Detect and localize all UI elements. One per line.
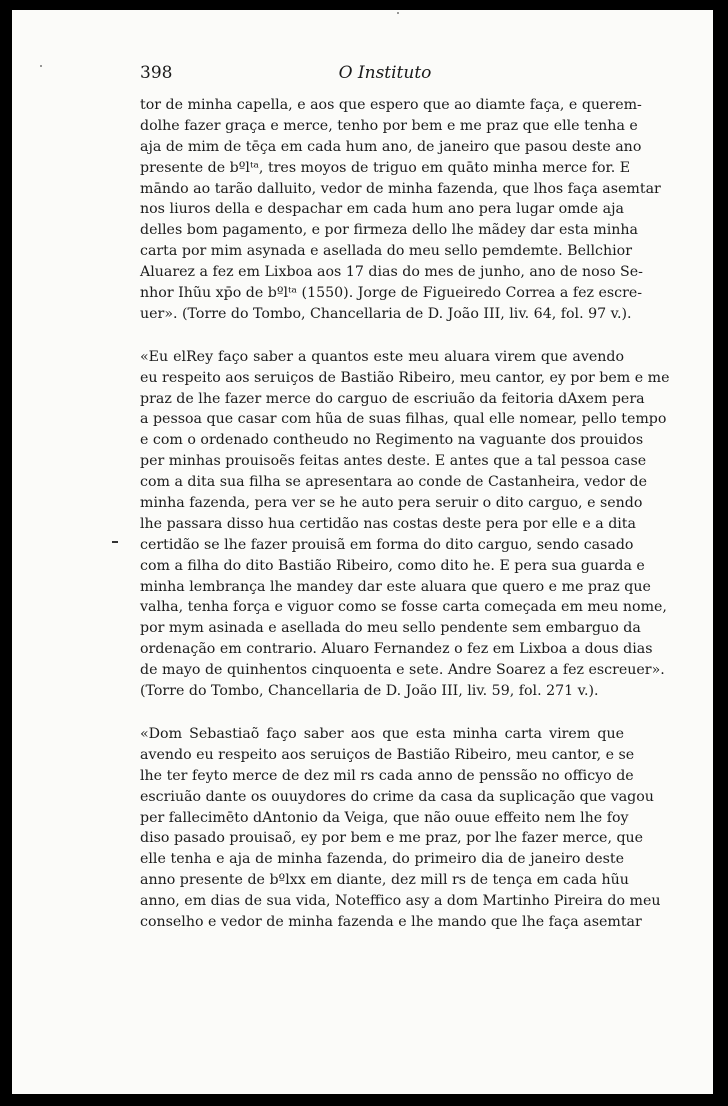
text-line: com a filha do dito Bastião Ribeiro, como dito he. E pera sua guarda e bbox=[140, 557, 645, 574]
text-line: presente de bºlᵗᵃ, tres moyos de triguo em quāto minha merce for. E bbox=[140, 159, 631, 176]
text-line: valha, tenha força e viguor como se fosse carta começada em meu nome, bbox=[140, 599, 667, 616]
text-line: avendo eu respeito aos seruiços de Bastião Ribeiro, meu cantor, e se bbox=[140, 746, 635, 763]
text-line: elle tenha e aja de minha fazenda, do primeiro dia de janeiro deste bbox=[140, 851, 624, 868]
text-line: por mym asinada e asellada do meu sello pendente sem embarguo da bbox=[140, 620, 641, 637]
text-line: minha lembrança lhe mandey dar este aluara que quero e me praz que bbox=[140, 578, 651, 595]
text-line: nos liuros della e despachar em cada hum ano pera lugar omde aja bbox=[140, 201, 624, 218]
text-line: com a dita sua filha se apresentara ao conde de Castanheira, vedor de bbox=[140, 474, 647, 491]
text-line: lhe passara disso hua certidão nas costas deste pera por elle e a dita bbox=[140, 515, 636, 532]
text-line: praz de lhe fazer merce do carguo de escriuão da feitoria dAxem pera bbox=[140, 390, 645, 407]
text-line: māndo ao tarão dalluito, vedor de minha fazenda, que lhos faça asemtar bbox=[140, 180, 661, 197]
text-line: minha fazenda, pera ver se he auto pera seruir o dito carguo, e sendo bbox=[140, 495, 643, 512]
text-line: «Eu elRey faço saber a quantos este meu aluara virem que avendo bbox=[140, 348, 624, 365]
paper-speck bbox=[40, 65, 42, 67]
text-line: delles bom pagamento, e por firmeza dello lhe mãdey dar esta minha bbox=[140, 222, 639, 239]
text-line: ordenação em contrario. Aluaro Fernandez o fez em Lixboa a dous dias bbox=[140, 641, 653, 658]
text-line: diso pasado prouisaõ, ey por bem e me praz, por lhe fazer merce, que bbox=[140, 830, 644, 847]
paragraph-2 bbox=[140, 347, 670, 702]
text-line: nhor Ihũu xp̄o de bºlᵗᵃ (1550). Jorge de Figueiredo Correa a fez escre- bbox=[140, 285, 643, 302]
text-line: per fallecimēto dAntonio da Veiga, que não ouue effeito nem lhe foy bbox=[140, 809, 629, 826]
text-line: dolhe fazer graça e merce, tenho por bem e me praz que elle tenha e bbox=[140, 117, 638, 134]
page-number: 398 bbox=[140, 63, 173, 83]
body-text bbox=[140, 95, 670, 933]
paragraph-1 bbox=[140, 95, 661, 325]
text-line: a pessoa que casar com hũa de suas filhas, qual elle nomear, pello tempo bbox=[140, 411, 667, 428]
text-line: carta por mim asynada e asellada do meu sello pemdemte. Bellchior bbox=[140, 243, 633, 260]
text-line: tor de minha capella, e aos que espero que ao diamte faça, e querem- bbox=[140, 97, 642, 113]
running-title: O Instituto bbox=[338, 63, 432, 83]
text-line: anno, em dias de sua vida, Noteffico asy a dom Martinho Pireira do meu bbox=[140, 893, 661, 910]
text-line: per minhas prouisoẽs feitas antes deste. E antes que a tal pessoa case bbox=[140, 453, 647, 470]
text-line: (Torre do Tombo, Chancellaria de D. João III, liv. 59, fol. 271 v.). bbox=[140, 683, 599, 700]
margin-mark bbox=[112, 541, 118, 543]
paragraph-3 bbox=[140, 724, 661, 933]
text-line: conselho e vedor de minha fazenda e lhe mando que lhe faça asemtar bbox=[140, 913, 642, 930]
text-line: aja de mim de tēça em cada hum ano, de janeiro que pasou deste ano bbox=[140, 138, 642, 155]
text-line: uer». (Torre do Tombo, Chancellaria de D. João III, liv. 64, fol. 97 v.). bbox=[140, 305, 632, 322]
text-line: escriuão dante os ouuydores do crime da casa da suplicação que vagou bbox=[140, 788, 654, 805]
text-line: de mayo de quinhentos cinquoenta e sete. Andre Soarez a fez escreuer». bbox=[140, 662, 665, 679]
text-line: anno presente de bºlxx em diante, dez mill rs de tença em cada hũu bbox=[140, 872, 629, 889]
text-line: certidão se lhe fazer prouisã em forma do dito carguo, sendo casado bbox=[140, 536, 634, 553]
text-line: lhe ter feyto merce de dez mil rs cada anno de penssão no officyo de bbox=[140, 767, 634, 784]
paper-speck bbox=[397, 12, 399, 14]
text-line: Aluarez a fez em Lixboa aos 17 dias do mes de junho, ano de noso Se- bbox=[140, 264, 643, 281]
text-line: «Dom Sebastiaõ faço saber aos que esta minha carta virem que bbox=[140, 725, 624, 742]
text-line: eu respeito aos seruiços de Bastião Ribeiro, meu cantor, ey por bem e me bbox=[140, 369, 670, 386]
text-line: e com o ordenado contheudo no Regimento na vaguante dos prouidos bbox=[140, 432, 644, 449]
running-head bbox=[140, 63, 630, 87]
